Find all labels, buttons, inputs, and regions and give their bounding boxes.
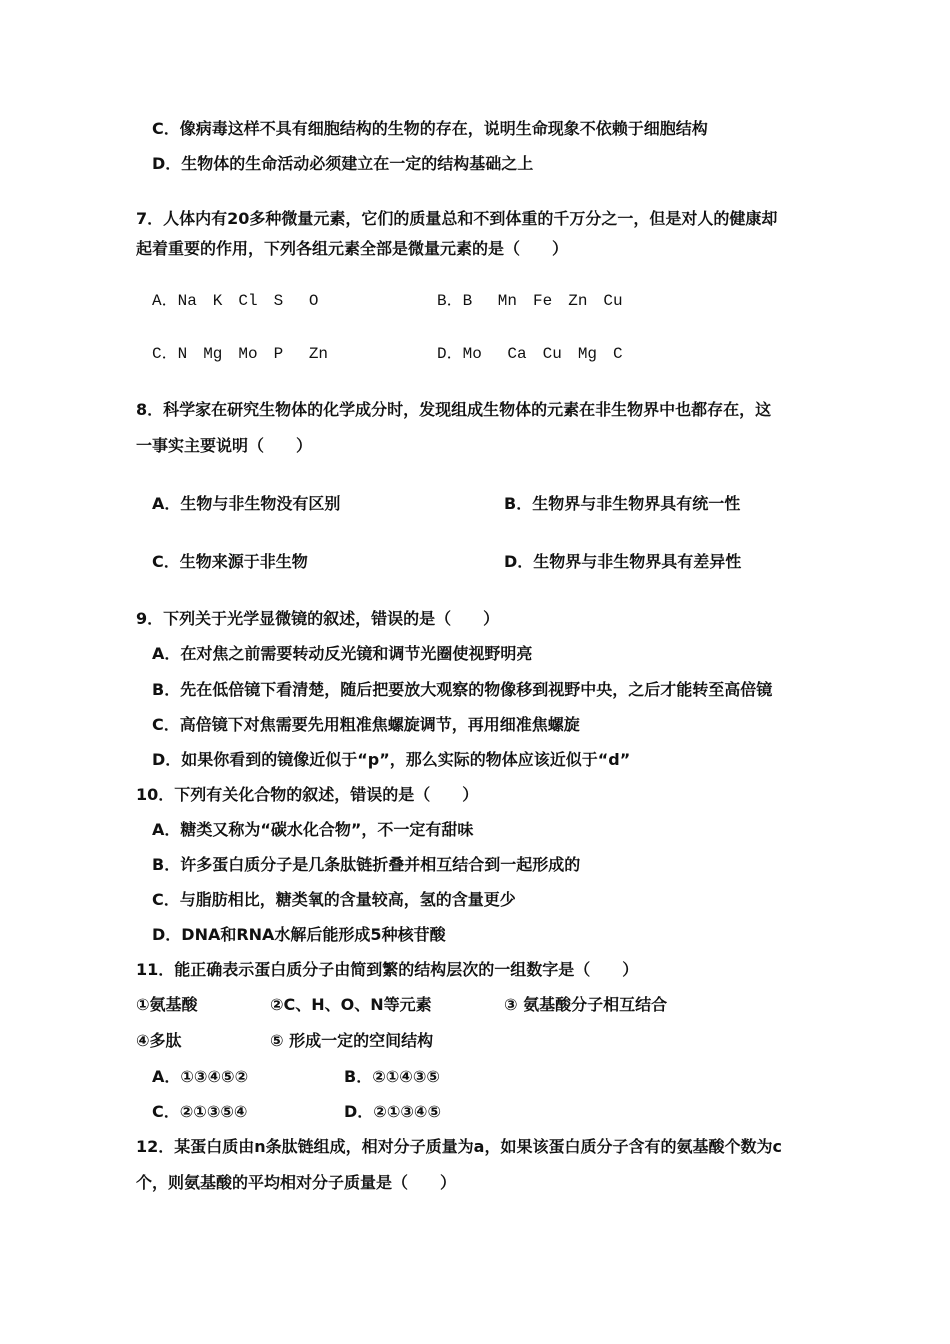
q9-option-a: A．在对焦之前需要转动反光镜和调节光圈使视野明亮 bbox=[152, 644, 533, 663]
q11-item-5: ⑤ 形成一定的空间结构 bbox=[270, 1031, 434, 1050]
q9-stem: 9．下列关于光学显微镜的叙述，错误的是（ ） bbox=[136, 609, 500, 628]
q9-option-c: C．高倍镜下对焦需要先用粗准焦螺旋调节，再用细准焦螺旋 bbox=[152, 715, 580, 734]
q7-option-a: A．Na K Cl S O bbox=[152, 292, 319, 310]
q9-option-d: D．如果你看到的镜像近似于“p”，那么实际的物体应该近似于“d” bbox=[152, 750, 631, 769]
q11-option-b: B．②①④③⑤ bbox=[344, 1067, 440, 1086]
q11-option-a: A．①③④⑤② bbox=[152, 1067, 249, 1086]
q10-option-d: D．DNA和RNA水解后能形成5种核苷酸 bbox=[152, 925, 446, 944]
q7-stem-line1: 7．人体内有20多种微量元素，它们的质量总和不到体重的千万分之一，但是对人的健康却 bbox=[136, 209, 778, 228]
q12-stem-line1: 12．某蛋白质由n条肽链组成，相对分子质量为a，如果该蛋白质分子含有的氨基酸个数为c bbox=[136, 1137, 782, 1156]
q11-option-d: D．②①③④⑤ bbox=[344, 1102, 442, 1121]
q8-stem-line2: 一事实主要说明（ ） bbox=[136, 436, 313, 455]
q11-item-4: ④多肽 bbox=[136, 1031, 182, 1050]
q7-stem-line2: 起着重要的作用，下列各组元素全部是微量元素的是（ ） bbox=[136, 239, 569, 258]
q11-option-c: C．②①③⑤④ bbox=[152, 1102, 248, 1121]
q6-option-c: C．像病毒这样不具有细胞结构的生物的存在，说明生命现象不依赖于细胞结构 bbox=[152, 119, 708, 138]
q11-item-1: ①氨基酸 bbox=[136, 995, 198, 1014]
q10-option-b: B．许多蛋白质分子是几条肽链折叠并相互结合到一起形成的 bbox=[152, 855, 581, 874]
q8-stem-line1: 8．科学家在研究生物体的化学成分时，发现组成生物体的元素在非生物界中也都存在，这 bbox=[136, 400, 772, 419]
q10-option-c: C．与脂肪相比，糖类氧的含量较高，氢的含量更少 bbox=[152, 890, 516, 909]
q7-option-c: C．N Mg Mo P Zn bbox=[152, 345, 329, 363]
q8-option-a: A．生物与非生物没有区别 bbox=[152, 494, 341, 513]
q6-option-d: D．生物体的生命活动必须建立在一定的结构基础之上 bbox=[152, 154, 534, 173]
q7-option-d: D．Mo Ca Cu Mg C bbox=[437, 345, 623, 363]
q11-item-3: ③ 氨基酸分子相互结合 bbox=[504, 995, 668, 1014]
q7-option-b: B．B Mn Fe Zn Cu bbox=[437, 292, 623, 310]
q12-stem-line2: 个，则氨基酸的平均相对分子质量是（ ） bbox=[136, 1173, 457, 1192]
q11-item-2: ②C、H、O、N等元素 bbox=[270, 995, 432, 1014]
q10-stem: 10．下列有关化合物的叙述，错误的是（ ） bbox=[136, 785, 479, 804]
q8-option-b: B．生物界与非生物界具有统一性 bbox=[504, 494, 741, 513]
q9-option-b: B．先在低倍镜下看清楚，随后把要放大观察的物像移到视野中央，之后才能转至高倍镜 bbox=[152, 680, 773, 699]
q11-stem: 11．能正确表示蛋白质分子由简到繁的结构层次的一组数字是（ ） bbox=[136, 960, 639, 979]
q8-option-d: D．生物界与非生物界具有差异性 bbox=[504, 552, 742, 571]
q8-option-c: C．生物来源于非生物 bbox=[152, 552, 308, 571]
q10-option-a: A．糖类又称为“碳水化合物”，不一定有甜味 bbox=[152, 820, 474, 839]
